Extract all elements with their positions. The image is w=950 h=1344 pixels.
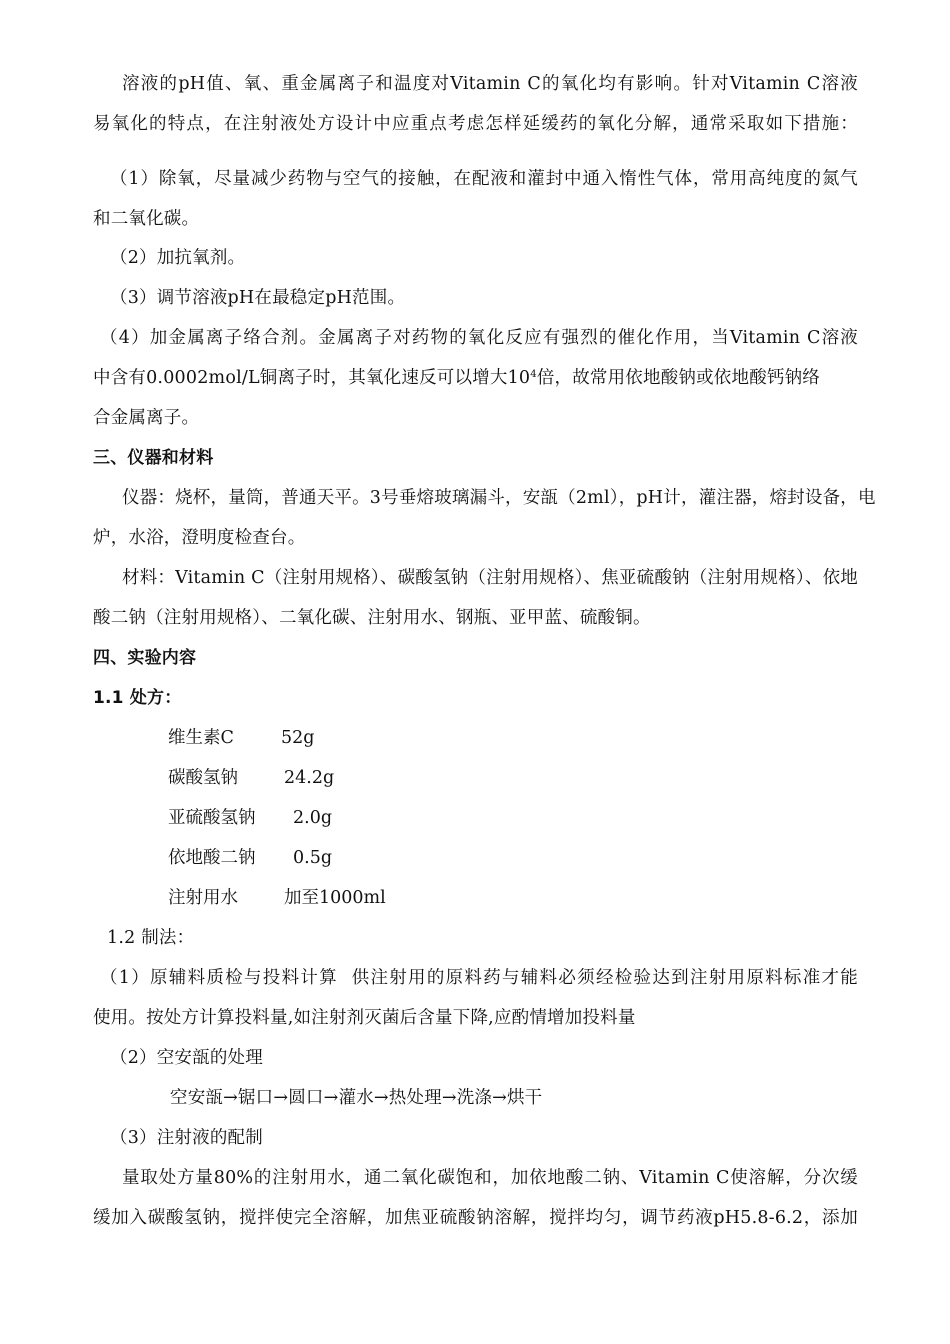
- prescription-item-amount: 24.2g: [284, 768, 335, 788]
- measure-2: （2）加抗氧剂。: [110, 248, 246, 268]
- section-4-heading: 四、实验内容: [93, 648, 197, 668]
- prescription-item-name: 依地酸二钠: [168, 848, 256, 868]
- step-3-line-1: 量取处方量80%的注射用水，通二氧化碳饱和，加依地酸二钠、Vitamin C使溶解，分次缓: [122, 1168, 858, 1188]
- prescription-item-name: 亚硫酸氢钠: [168, 808, 256, 828]
- prescription-item-name: 注射用水: [168, 888, 238, 908]
- prescription-item-amount: 52g: [281, 728, 315, 748]
- prescription-item-amount: 0.5g: [293, 848, 333, 868]
- step-1-line-1: （1）原辅料质检与投料计算 供注射用的原料药与辅料必须经检验达到注射用原料标准才能: [100, 968, 858, 988]
- measure-4-line-3: 合金属离子。: [93, 408, 200, 428]
- exponent-superscript: 4: [530, 369, 537, 380]
- instruments-line-1: 仪器：烧杯，量筒，普通天平。3号垂熔玻璃漏斗，安瓿（2ml），pH计，灌注器，熔封设备，电: [122, 488, 876, 508]
- measure-4-line-1: （4）加金属离子络合剂。金属离子对药物的氧化反应有强烈的催化作用，当Vitamin C溶液: [100, 328, 858, 348]
- ampoule-process-flow: 空安瓿→锯口→圆口→灌水→热处理→洗涤→烘干: [170, 1088, 543, 1108]
- intro-line-2: 易氧化的特点，在注射液处方设计中应重点考虑怎样延缓药的氧化分解，通常采取如下措施：: [93, 114, 858, 134]
- measure-4-line-2: [93, 366, 858, 390]
- prescription-heading: 1.1 处方：: [93, 688, 182, 708]
- step-3-line-2: 缓加入碳酸氢钠，搅拌使完全溶解，加焦亚硫酸钠溶解，搅拌均匀，调节药液pH5.8-6.2，添加: [93, 1208, 858, 1228]
- step-3-heading: （3）注射液的配制: [110, 1128, 263, 1148]
- prescription-item-name: 碳酸氢钠: [168, 768, 238, 788]
- prescription-item-name: 维生素C: [168, 728, 234, 748]
- prescription-item-amount: 加至1000ml: [284, 888, 386, 908]
- method-heading: 1.2 制法：: [107, 928, 195, 948]
- materials-line-1: 材料：Vitamin C（注射用规格）、碳酸氢钠（注射用规格）、焦亚硫酸钠（注射用规格）、依地: [122, 568, 858, 588]
- step-2-heading: （2）空安瓿的处理: [110, 1048, 263, 1068]
- step-1-line-2: 使用。按处方计算投料量,如注射剂灭菌后含量下降,应酌情增加投料量: [93, 1008, 636, 1028]
- measure-4-line-2-pre: 中含有0.0002mol/L铜离子时，其氧化速反可以增大10: [93, 368, 531, 388]
- measure-1-line-1: （1）除氧，尽量减少药物与空气的接触，在配液和灌封中通入惰性气体，常用高纯度的氮气: [110, 169, 858, 189]
- prescription-item-amount: 2.0g: [293, 808, 333, 828]
- instruments-line-2: 炉，水浴，澄明度检查台。: [93, 528, 306, 548]
- measure-3: （3）调节溶液pH在最稳定pH范围。: [110, 288, 406, 308]
- measure-1-line-2: 和二氧化碳。: [93, 209, 200, 229]
- measure-4-line-2-post: 倍，故常用依地酸钠或依地酸钙钠络: [536, 368, 821, 388]
- materials-line-2: 酸二钠（注射用规格）、二氧化碳、注射用水、钢瓶、亚甲蓝、硫酸铜。: [93, 608, 651, 628]
- section-3-heading: 三、仪器和材料: [93, 448, 214, 468]
- intro-line-1: 溶液的pH值、氧、重金属离子和温度对Vitamin C的氧化均有影响。针对Vitamin C溶液: [122, 74, 858, 94]
